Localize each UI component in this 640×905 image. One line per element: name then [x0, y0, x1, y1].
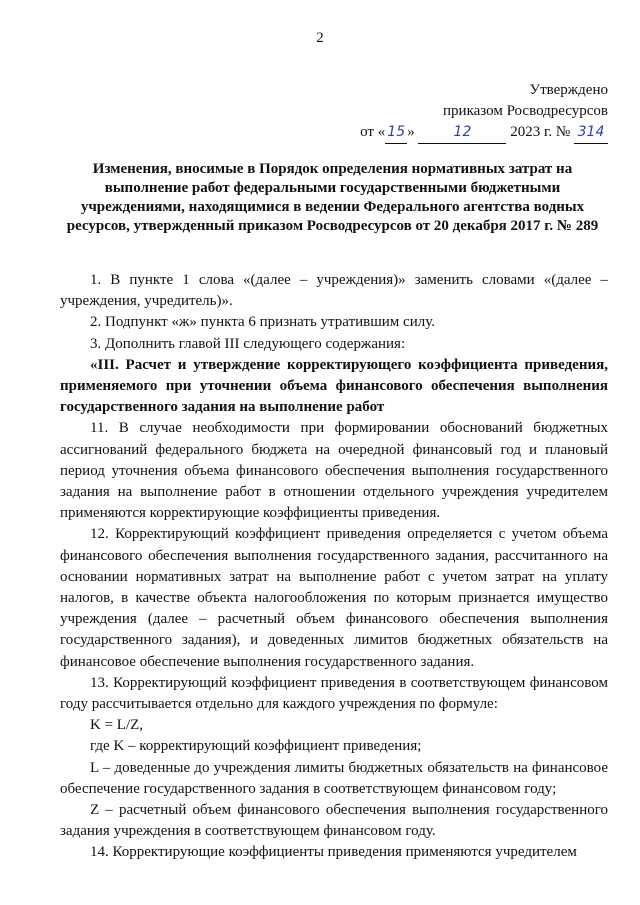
document-body [60, 270, 608, 864]
paragraph-12: 12. Корректирующий коэффициент приведения определяется с учетом объема финансового обеспечения выполнения государственного задания, рассчитанного на основании нормативных затрат на выполнение работ с учетом затрат на уплату налогов, в качестве объекта налогообложения по которым признается имущество учреждения (далее – расчетный объем финансового обеспечения выполнения государственного задания), и доведенных лимитов бюджетных обязательств на финансовое обеспечение выполнения государственного задания. [60, 526, 608, 670]
paragraph-11: 11. В случае необходимости при формировании обоснований бюджетных ассигнований федерального бюджета на очередной финансовый год и плановый период уточнения объема финансового обеспечения выполнения государственного задания на выполнение работ в отношении отдельного учреждения учредителем применяются корректирующие коэффициенты приведения. [60, 420, 608, 522]
date-prefix: от « [360, 124, 386, 140]
date-month: 12 [418, 122, 506, 144]
approval-stamp [360, 80, 608, 144]
paragraph-13: 13. Корректирующий коэффициент приведения в соответствующем финансовом году рассчитывается отдельно для каждого учреждения по формуле: [60, 674, 608, 713]
paragraph-14: 14. Корректирующие коэффициенты приведения применяются учредителем [90, 844, 577, 861]
definition-k: где K – корректирующий коэффициент приведения; [90, 738, 422, 755]
chapter-heading: «III. Расчет и утверждение корректирующего коэффициента приведения, применяемого при уточнении объема финансового обеспечения выполнения государственного задания на выполнение работ [60, 356, 608, 416]
page-number: 2 [316, 30, 324, 46]
document-title: Изменения, вносимые в Порядок определения нормативных затрат на выполнение работ федеральными государственными бюджетными учреждениями, находящимися в ведении Федерального агентства водных ресурсов, утвержденный приказом Росводресурсов от 20 декабря 2017 г. № 289 [66, 161, 599, 234]
date-day: 15 [385, 122, 407, 144]
formula: K = L/Z, [90, 717, 144, 734]
paragraph-2: 2. Подпункт «ж» пункта 6 признать утратившим силу. [90, 314, 435, 331]
date-year: 2023 г. № [510, 124, 571, 140]
definition-l: L – доведенные до учреждения лимиты бюджетных обязательств на финансовое обеспечение государственного задания в соответствующем финансовом году; [60, 759, 608, 797]
approval-line-2: приказом Росводресурсов [443, 103, 608, 119]
date-mid: » [407, 124, 415, 140]
approval-line-1: Утверждено [529, 82, 608, 98]
definition-z: Z – расчетный объем финансового обеспечения выполнения государственного задания учреждения в соответствующем финансовом году. [60, 802, 608, 840]
paragraph-1: 1. В пункте 1 слова «(далее – учреждения)» заменить словами «(далее – учреждения, учредитель)». [60, 272, 608, 310]
paragraph-3: 3. Дополнить главой III следующего содержания: [90, 335, 406, 352]
approval-date-line [360, 122, 608, 144]
order-number: 314 [574, 122, 608, 144]
